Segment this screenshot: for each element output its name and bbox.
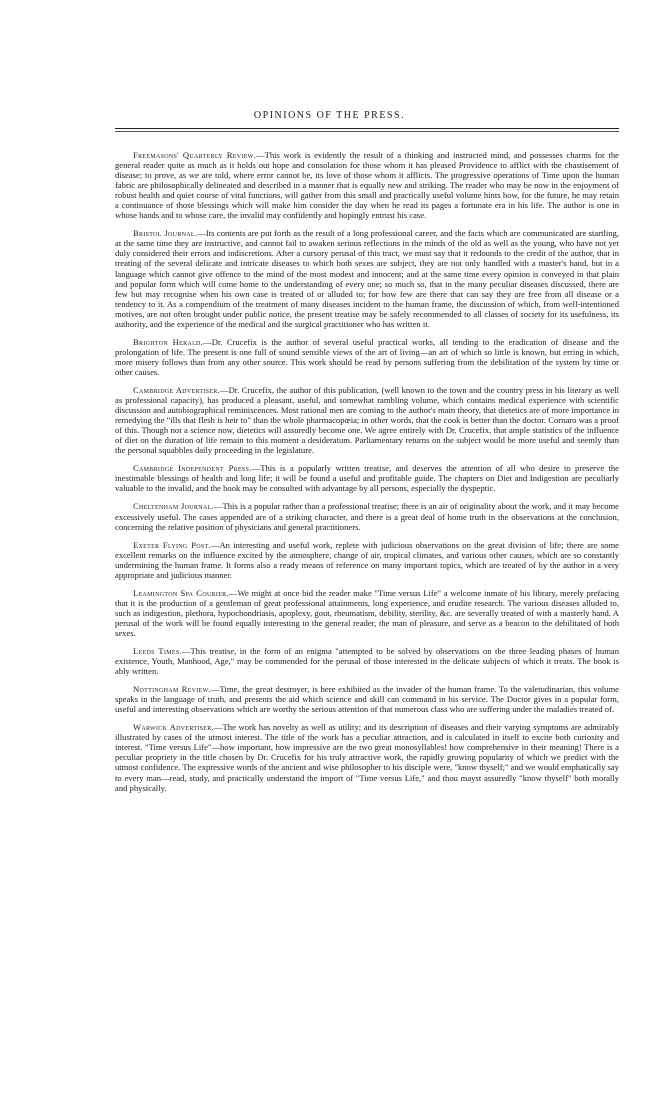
- review-text: —This is a popularly written treatise, and deserves the attention of all who desire to preserve the inestimable blessings of health and long life; it will be found a useful and profitable guide. The chapters on Diet and Indigestion are peculiarly valuable to the invalid, and the book may be consulted with advantage by all persons, especially the dyspeptic.: [115, 463, 619, 494]
- review-source: Cambridge Independent Press.: [133, 463, 252, 474]
- review-source: Freemasons' Quarterly Review.: [133, 150, 257, 160]
- review-paragraph: [115, 337, 619, 377]
- review-source: Cheltenham Journal.: [133, 501, 214, 512]
- press-reviews: [115, 150, 619, 801]
- review-text: —Dr. Crucefix, the author of this publication, (well known to the town and the country press in his literary as well as professional capacity), has produced a pleasant, useful, and somewhat rambling volume, which contains medical experience with scientific discussion and autobiographical reminiscences. Most rational men are coming to the author's main theory, that dietetics are of more importance in remedying the "ills that flesh is heir to" than the whole pharmacopœia; in other words, that the cook is better than the doctor. Cornaro was a proof of this. Though not a science now, dietetics will assuredly become one. We agree entirely with Dr. Crucefix, that ample statistics of the influence of diet on the duration of life remain to this moment a desideratum. Parliamentary returns on the subject would be more useful and seemly than the personal squabbles daily proceeding in the legislature.: [115, 384, 619, 456]
- review-text: —The work has novelty as well as utility; and its description of diseases and their varying symptoms are admirably illustrated by cases of the utmost interest. The title of the work has a peculiar attraction, and is calculated in itself to excite both curiosity and interest. "Time versus Life"—how important, how impressive are the two great monosyllables! how comprehensive in their meaning! There is a peculiar propriety in the title chosen by Dr. Crucefix for his truly attractive work, the rapidly growing popularity of which we predict with the utmost confidence. The expressive words of the ancient and wise philosopher to his disciple were, "know thyself;" and we would emphatically say to every man—read, study, and practically understand the import of "Time versus Life," and thou mayst assuredly "know thyself" both morally and physically.: [115, 722, 619, 793]
- review-source: Leeds Times.: [133, 646, 182, 657]
- review-paragraph: [115, 588, 619, 638]
- review-text: —We might at once bid the reader make "Time versus Life" a welcome inmate of his library, merely prefacing that it is the production of a gentleman of great professional attainments, long experience, and erudite research. The various diseases alluded to, such as indigestion, plethora, hypochondriasis, apoplexy, gout, rheumatism, debility, sterility, &c. are severally treated of with a masterly hand. A perusal of the work will be found equally interesting to the general reader, the man of pleasure, and serve as a beacon to the debilitated of both sexes.: [115, 587, 619, 638]
- review-source: Exeter Flying Post.: [133, 539, 211, 550]
- review-paragraph: [115, 150, 619, 220]
- review-text: —This work is evidently the result of a thinking and instructed mind, and possesses charms for the general reader quite as much as it holds out hope and consolation for those whom it has pleased Providence to afflict with the chastisement of disease; to prove, as we are told, where error cannot be, its love of those whom it afflicts. The progressive operations of Time upon the human fabric are philosophically delineated and described in a manner that is equally new and striking. The reader who may be now in the enjoyment of robust health and quiet course of vital functions, will gather from this small and practically useful volume hints how, for the future, he may retain a continuance of those blessings which will make him consider the day when he read its pages a fortunate era in his life. The author is one in whose hands and to whose care, the invalid may confidently and hopingly entrust his case.: [115, 150, 619, 221]
- review-source: Leamington Spa Courier.: [133, 587, 229, 598]
- review-paragraph: [115, 463, 619, 493]
- review-source: Cambridge Advertiser.: [133, 384, 220, 395]
- running-head: OPINIONS OF THE PRESS.: [253, 110, 406, 121]
- review-source: Warwick Advertiser.: [133, 722, 214, 733]
- review-text: —Its contents are put forth as the result of a long professional career, and the facts which are communicated are startling, at the same time they are instructive, and cannot fail to awaken serious reflections in the minds of the old as well as the young, who have not yet duly considered their errors and indiscretions. After a cursory perusal of this tract, we must say that it redounds to the credit of the author, that in treating of the several delicate and intricate diseases to which both sexes are subject, they are not only handled with a master's hand, but in a language which cannot give offence to the mind of the most modest and innocent; and at the same time every opinion is conveyed in that plain and popular form which will come home to the understanding of every one; so much so, that in the many peculiar diseases discussed, there are few but may recognise when his own case is treated of or alluded to; for how few are there that can say they are free from all disease or a tendency to it. As a compendium of the treatment of many diseases incident to the human frame, the discussion of which, from well-intentioned motives, are not often brought under public notice, the present treatise may be safely recommended to all classes of society for its usefulness, its authority, and the experience of the medical and the surgical practitioner who has written it.: [115, 228, 619, 329]
- review-source: Brighton Herald.: [133, 336, 204, 347]
- review-text: —This treatise, in the form of an enigma "attempted to be solved by observations on the three leading phases of human existence, Youth, Manhood, Age," may be commended for the perusal of those interested in the delicate subjects of which it treats. The book is ably written.: [115, 646, 619, 677]
- review-paragraph: [115, 540, 619, 580]
- review-paragraph: [115, 684, 619, 714]
- review-text: —This is a popular rather than a professional treatise; there is an air of originality about the work, and it may become excessively useful. The cases appended are of a striking character, and there is a great deal of home truth in the observations at the conclusion, concerning the relative position of physicians and general practitioners.: [115, 501, 619, 532]
- review-paragraph: [115, 385, 619, 455]
- review-paragraph: [115, 501, 619, 531]
- review-source: Bristol Journal.: [133, 228, 198, 239]
- header-rule-thin: [115, 131, 619, 132]
- header-rule: [115, 128, 619, 129]
- review-paragraph: [115, 646, 619, 676]
- review-source: Nottingham Review.: [133, 684, 211, 695]
- review-paragraph: [115, 722, 619, 792]
- review-paragraph: [115, 228, 619, 328]
- review-text: —Dr. Crucefix is the author of several useful practical works, all tending to the eradication of disease and the prolongation of life. The present is one full of sound sensible views of the art of living—an art of which so little is known, but erring in which, more misery follows than from any other source. This work should be read by persons suffering from the debilitation of the system by time or other causes.: [115, 336, 620, 377]
- review-text: —An interesting and useful work, replete with judicious observations on the great division of life; there are some excellent remarks on the influence excited by the atmosphere, change of air, tropical climates, and various other causes, which are so constantly undermining the human frame. It forms also a ready means of reference on many important topics, which are treated of by the author in a very appropriate and judicious manner.: [115, 539, 619, 580]
- review-text: —Time, the great destroyer, is here exhibited as the invader of the human frame. To the valetudinarian, this volume speaks in the language of truth, and presents the aid which science and skill can command in his service. The Doctor gives in a popular form, useful and interesting observations which are worthy the serious attention of that numerous class who are suffering under the maladies treated of.: [115, 684, 619, 715]
